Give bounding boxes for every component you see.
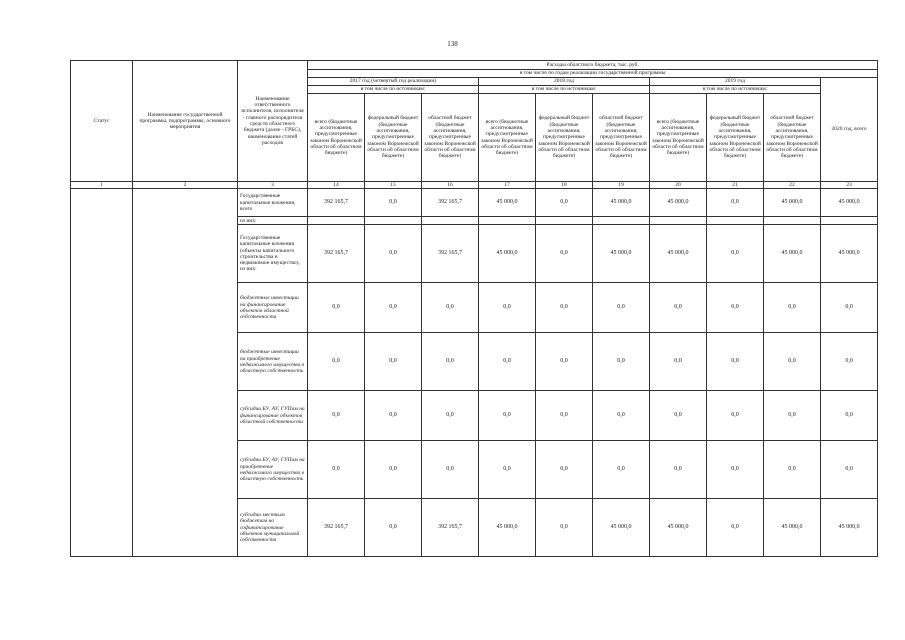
- col-number: 15: [365, 182, 422, 189]
- value-cell: 0,0: [422, 283, 479, 333]
- value-cell: 0,0: [536, 225, 593, 283]
- value-cell: 392 165,7: [308, 499, 365, 557]
- header-federal-2018: федеральный бюджет (бюджетные ассигнования, предусмотренные законом Воронежской области об областном бюджете): [536, 94, 593, 182]
- value-cell: 0,0: [365, 225, 422, 283]
- value-cell: 0,0: [707, 391, 764, 441]
- value-cell: 392 165,7: [422, 499, 479, 557]
- value-cell: 0,0: [479, 441, 536, 499]
- value-cell: [365, 217, 422, 225]
- value-cell: 0,0: [650, 441, 707, 499]
- value-cell: [422, 217, 479, 225]
- value-cell: 392 165,7: [308, 225, 365, 283]
- value-cell: 0,0: [821, 391, 878, 441]
- header-executor: Наименование ответственного исполнителя, исполнителя - главного распорядителя средств областного бюджета (далее - ГРБС), наименование статей расходов: [238, 61, 308, 182]
- value-cell: 0,0: [821, 283, 878, 333]
- value-cell: 0,0: [536, 499, 593, 557]
- value-cell: 0,0: [764, 283, 821, 333]
- col-number: 21: [707, 182, 764, 189]
- value-cell: [536, 217, 593, 225]
- header-sources-2017: в том числе по источникам:: [308, 86, 479, 94]
- row-label: бюджетные инвестиции на приобретение недвижимого имущества в областную собственность: [238, 333, 308, 391]
- col-number: 22: [764, 182, 821, 189]
- value-cell: [821, 217, 878, 225]
- header-year-2018: 2018 год: [479, 78, 650, 86]
- value-cell: 45 000,0: [593, 225, 650, 283]
- status-cell: [71, 189, 133, 557]
- col-number: 18: [536, 182, 593, 189]
- value-cell: 0,0: [365, 391, 422, 441]
- header-federal-2019: федеральный бюджет (бюджетные ассигнования, предусмотренные законом Воронежской области об областном бюджете): [707, 94, 764, 182]
- header-regional-2017: областной бюджет (бюджетные ассигнования, предусмотренные законом Воронежской области об областном бюджете): [422, 94, 479, 182]
- value-cell: 0,0: [821, 333, 878, 391]
- value-cell: 0,0: [422, 441, 479, 499]
- value-cell: 45 000,0: [764, 225, 821, 283]
- header-status: Статус: [71, 61, 133, 182]
- program-cell: [133, 189, 238, 557]
- value-cell: 0,0: [536, 441, 593, 499]
- value-cell: 45 000,0: [593, 499, 650, 557]
- value-cell: 0,0: [650, 391, 707, 441]
- header-sources-2019: в том числе по источникам:: [650, 86, 821, 94]
- page-number: 138: [447, 40, 458, 48]
- header-2020-total: 2020 год, всего: [821, 78, 878, 182]
- value-cell: 45 000,0: [764, 189, 821, 217]
- value-cell: 0,0: [593, 283, 650, 333]
- row-label: Государственные капитальные вложения (объекты капитального строительства и недвижимое имущество), из них:: [238, 225, 308, 283]
- header-regional-2018: областной бюджет (бюджетные ассигнования, предусмотренные законом Воронежской области об областном бюджете): [593, 94, 650, 182]
- value-cell: 0,0: [593, 391, 650, 441]
- value-cell: 0,0: [707, 283, 764, 333]
- table-row: [71, 189, 878, 217]
- row-label: из них:: [238, 217, 308, 225]
- value-cell: 0,0: [479, 391, 536, 441]
- value-cell: 0,0: [308, 283, 365, 333]
- value-cell: 45 000,0: [650, 499, 707, 557]
- value-cell: 0,0: [593, 333, 650, 391]
- value-cell: 0,0: [308, 441, 365, 499]
- value-cell: 0,0: [536, 333, 593, 391]
- value-cell: 392 165,7: [422, 225, 479, 283]
- value-cell: 0,0: [593, 441, 650, 499]
- value-cell: 0,0: [707, 441, 764, 499]
- value-cell: 0,0: [365, 441, 422, 499]
- value-cell: 0,0: [707, 333, 764, 391]
- header-second: в том числе по годам реализации государственной программы: [308, 70, 878, 78]
- value-cell: [479, 217, 536, 225]
- value-cell: 392 165,7: [422, 189, 479, 217]
- header-total-2017: всего (бюджетные ассигнования, предусмотренные законом Воронежской области об областном бюджете): [308, 94, 365, 182]
- header-program-name: Наименование государственной программы, подпрограммы, основного мероприятия: [133, 61, 238, 182]
- header-total-2018: всего (бюджетные ассигнования, предусмотренные законом Воронежской области об областном бюджете): [479, 94, 536, 182]
- value-cell: [764, 217, 821, 225]
- value-cell: [308, 217, 365, 225]
- value-cell: 45 000,0: [479, 189, 536, 217]
- value-cell: 0,0: [422, 333, 479, 391]
- value-cell: [593, 217, 650, 225]
- value-cell: 45 000,0: [821, 499, 878, 557]
- value-cell: 0,0: [764, 441, 821, 499]
- value-cell: 45 000,0: [593, 189, 650, 217]
- value-cell: 0,0: [650, 333, 707, 391]
- value-cell: 0,0: [764, 333, 821, 391]
- header-federal-2017: федеральный бюджет (бюджетные ассигнования, предусмотренные законом Воронежской области об областном бюджете): [365, 94, 422, 182]
- col-number: 3: [238, 182, 308, 189]
- value-cell: [707, 217, 764, 225]
- header-regional-2019: областной бюджет (бюджетные ассигнования, предусмотренные законом Воронежской области об областном бюджете): [764, 94, 821, 182]
- row-label: субсидии местным бюджетам на софинансирование объектов муниципальной собственности: [238, 499, 308, 557]
- value-cell: 0,0: [365, 499, 422, 557]
- value-cell: 0,0: [479, 333, 536, 391]
- row-label: субсидии БУ, АУ, ГУПам на финансирование объектов областной собственности: [238, 391, 308, 441]
- value-cell: 0,0: [308, 333, 365, 391]
- value-cell: 45 000,0: [764, 499, 821, 557]
- budget-table: [70, 60, 878, 557]
- value-cell: 0,0: [536, 189, 593, 217]
- row-label: Государственные капитальные вложения, всего: [238, 189, 308, 217]
- value-cell: 0,0: [536, 391, 593, 441]
- value-cell: 45 000,0: [650, 189, 707, 217]
- header-total-2019: всего (бюджетные ассигнования, предусмотренные законом Воронежской области об областном бюджете): [650, 94, 707, 182]
- header-top: Расходы областного бюджета, тыс. руб.: [308, 61, 878, 70]
- value-cell: 0,0: [821, 441, 878, 499]
- row-label: бюджетные инвестиции на финансирование объектов областной собственности: [238, 283, 308, 333]
- column-number-row: [71, 182, 878, 189]
- value-cell: 0,0: [365, 333, 422, 391]
- header-year-2017: 2017 год (четвертый год реализации): [308, 78, 479, 86]
- col-number: 17: [479, 182, 536, 189]
- value-cell: 0,0: [479, 283, 536, 333]
- header-year-2019: 2019 год: [650, 78, 821, 86]
- col-number: 20: [650, 182, 707, 189]
- value-cell: [650, 217, 707, 225]
- col-number: 16: [422, 182, 479, 189]
- col-number: 14: [308, 182, 365, 189]
- value-cell: 0,0: [707, 189, 764, 217]
- value-cell: 0,0: [707, 225, 764, 283]
- value-cell: 0,0: [365, 189, 422, 217]
- value-cell: 0,0: [650, 283, 707, 333]
- value-cell: 0,0: [365, 283, 422, 333]
- value-cell: 45 000,0: [821, 225, 878, 283]
- col-number: 1: [71, 182, 133, 189]
- col-number: 2: [133, 182, 238, 189]
- value-cell: 0,0: [308, 391, 365, 441]
- col-number: 23: [821, 182, 878, 189]
- header-sources-2018: в том числе по источникам:: [479, 86, 650, 94]
- col-number: 19: [593, 182, 650, 189]
- value-cell: 0,0: [707, 499, 764, 557]
- value-cell: 45 000,0: [821, 189, 878, 217]
- value-cell: 45 000,0: [479, 225, 536, 283]
- value-cell: 0,0: [536, 283, 593, 333]
- value-cell: 392 165,7: [308, 189, 365, 217]
- value-cell: 0,0: [422, 391, 479, 441]
- value-cell: 45 000,0: [479, 499, 536, 557]
- value-cell: 45 000,0: [650, 225, 707, 283]
- value-cell: 0,0: [764, 391, 821, 441]
- row-label: субсидии БУ, АУ, ГУПам на приобретение недвижимого имущества в областную собственность: [238, 441, 308, 499]
